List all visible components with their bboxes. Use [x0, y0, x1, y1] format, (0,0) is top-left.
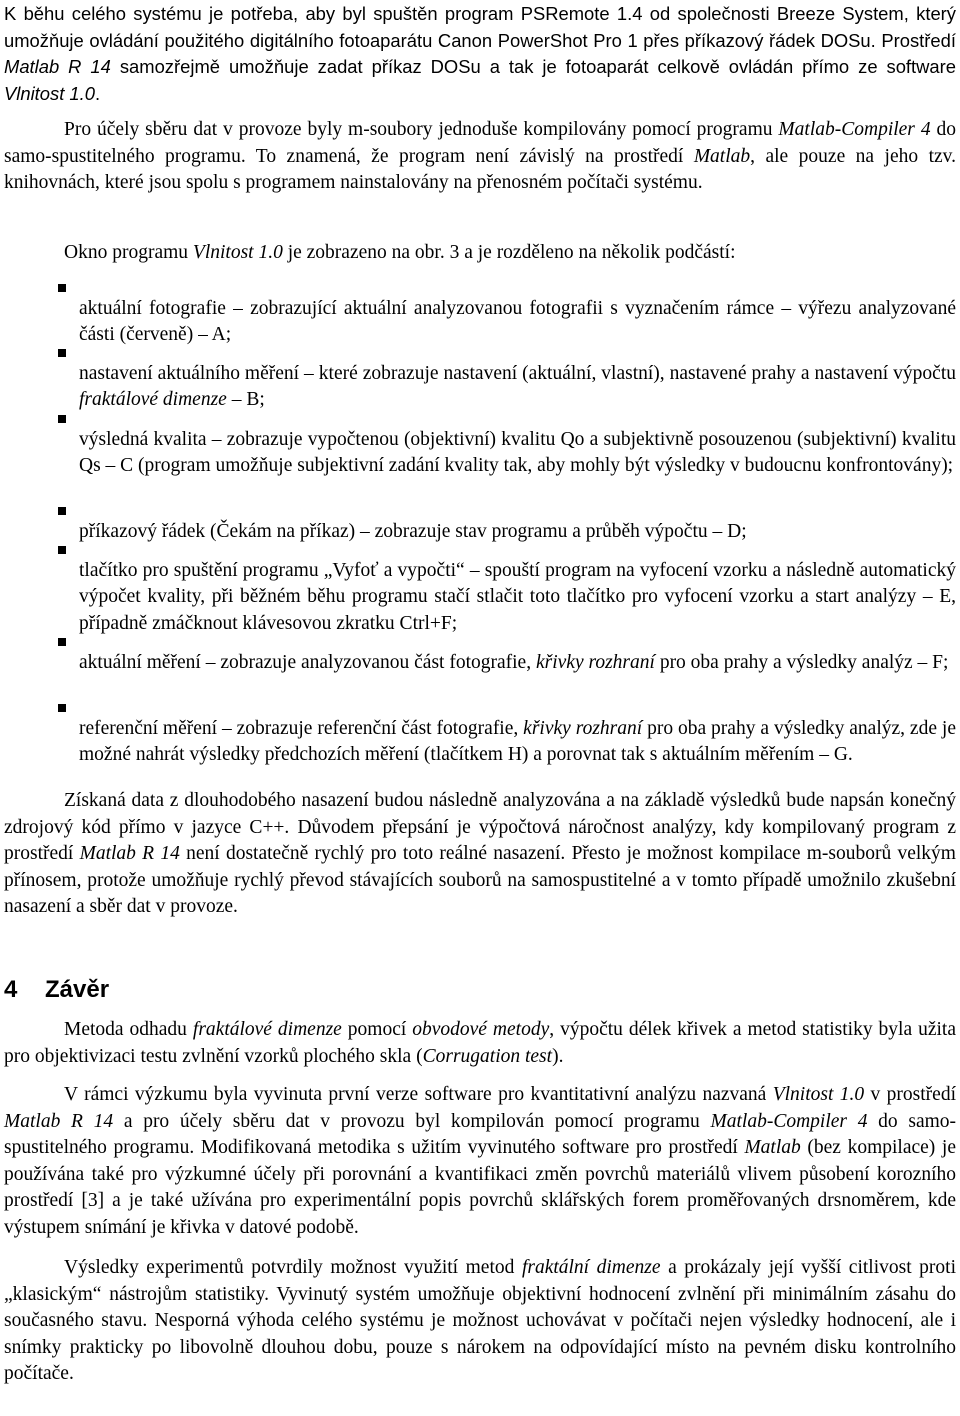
paragraph-collected-data: Získaná data z dlouhodobého nasazení budou následně analyzována a na základě výsledků bude napsán konečný zdrojový kód přímo v jazyce C++. Důvodem přepsání je výpočtová náročnost analýzy, kdy kompilovaný program z prostředí Matlab R 14 není dostatečně rychlý pro toto reálné nasazení. Přesto je možnost kompilace m-souborů velkým přínosem, protože umožňuje rychlý převod stávajících souborů na samospustitelné a v tomto případě umožnilo zkušební nasazení a sběr dat v provoze. — [4, 790, 956, 917]
paragraph-compiler: Pro účely sběru dat v provoze byly m-soubory jednoduše kompilovány pomocí programu Matlab-Compiler 4 do samo-spustitelného programu. To znamená, že program není závislý na prostředí Matlab, ale pouze na jeho tzv. knihovnách, které jsou spolu s programem nainstalovány na přenosném počítači systému. — [4, 119, 956, 193]
list-item: aktuální měření – zobrazuje analyzovanou část fotografie, křivky rozhraní pro oba prahy a výsledky analýz – F; — [58, 630, 956, 696]
paragraph-window-intro: Okno programu Vlnitost 1.0 je zobrazeno na obr. 3 a je rozděleno na několik podčástí: — [64, 242, 736, 263]
list-item: výsledná kvalita – zobrazuje vypočtenou (objektivní) kvalitu Qo a subjektivně posouzenou (subjektivní) kvalitu Qs – C (program umožňuje subjektivní zadání kvality tak, aby mohly být výsledky v budoucnu konfrontovány); — [58, 407, 956, 499]
bullet-square-icon — [58, 349, 66, 357]
list-item: tlačítko pro spuštění programu „Vyfoť a vypočti“ – spouští program na vyfocení vzorku a následně automatický výpočet kvality, při běžném běhu programu stačí stlačit toto tlačítko pro vyfocení vzorku a start analýzy – E, případně zmáčknout klávesovou zkratku Ctrl+F; — [58, 538, 956, 657]
bullet-square-icon — [58, 546, 66, 554]
section-title: Závěr — [45, 976, 110, 1003]
bullet-square-icon — [58, 638, 66, 646]
bullet-square-icon — [58, 507, 66, 515]
bullet-square-icon — [58, 415, 66, 423]
list-item: aktuální fotografie – zobrazující aktuální analyzovanou fotografii s vyznačením rámce – výřezu analyzované části (červeně) – A; — [58, 276, 956, 368]
list-item: nastavení aktuálního měření – které zobrazuje nastavení (aktuální, vlastní), nastavené prahy a nastavení výpočtu fraktálové dimenze – B; — [58, 341, 956, 433]
section-heading — [4, 975, 109, 1005]
list-item: referenční měření – zobrazuje referenční část fotografie, křivky rozhraní pro oba prahy a výsledky analýz, zde je možné nahrát výsledky předchozích měření (tlačítkem H) a porovnat tak s aktuálním měřením – G. — [58, 696, 956, 788]
paragraph-method: Metoda odhadu fraktálové dimenze pomocí obvodové metody, výpočtu délek křivek a metod statistiky byla užita pro objektivizaci testu zvlnění vzorků plochého skla (Corrugation test). — [4, 1019, 956, 1067]
paragraph-psremote: K běhu celého systému je potřeba, aby byl spuštěn program PSRemote 1.4 od společnosti Breeze System, který umožňuje ovládání použitého digitálního fotoaparátu Canon PowerShot Pro 1 přes příkazový řádek DOSu. Prostředí Matlab R 14 samozřejmě umožňuje zadat příkaz DOSu a tak je fotoaparát celkově ovládán přímo ze software Vlnitost 1.0. — [4, 3, 957, 104]
bullet-square-icon — [58, 704, 66, 712]
section-number: 4 — [4, 976, 18, 1003]
paragraph-results: Výsledky experimentů potvrdily možnost využití metod fraktální dimenze a prokázaly její vyšší citlivost proti „klasickým“ nástrojům statistiky. Vyvinutý systém umožňuje objektivní hodnocení zvlnění při minimálním zásahu do současného stavu. Nesporná výhoda celého systému je možnost uchovávat v počítači nejen výsledky hodnocení, ale i snímky prakticky po libovolně dlouhou dobu, pouze s nárokem na odpovídající místo na pevném disku kontrolního počítače. — [4, 1257, 956, 1384]
paragraph-software: V rámci výzkumu byla vyvinuta první verze software pro kvantitativní analýzu nazvaná Vlnitost 1.0 v prostředí Matlab R 14 a pro účely sběru dat v provozu byl kompilován pomocí programu Matlab-Compiler 4 do samo-spustitelného programu. Modifikovaná metodika s užitím vyvinutého software pro prostředí Matlab (bez kompilace) je používána také pro výzkumné účely při porovnání a kvantifikaci změn povrchů materiálů vlivem působení korozního prostředí [3] a je také užívána pro experimentální popis povrchů sklářských forem proměřovaných drsnoměrem, kde výstupem snímání je křivka v datové podobě. — [4, 1084, 957, 1238]
bullet-square-icon — [58, 284, 66, 292]
list-item: příkazový řádek (Čekám na příkaz) – zobrazuje stav programu a průběh výpočtu – D; — [58, 499, 956, 565]
